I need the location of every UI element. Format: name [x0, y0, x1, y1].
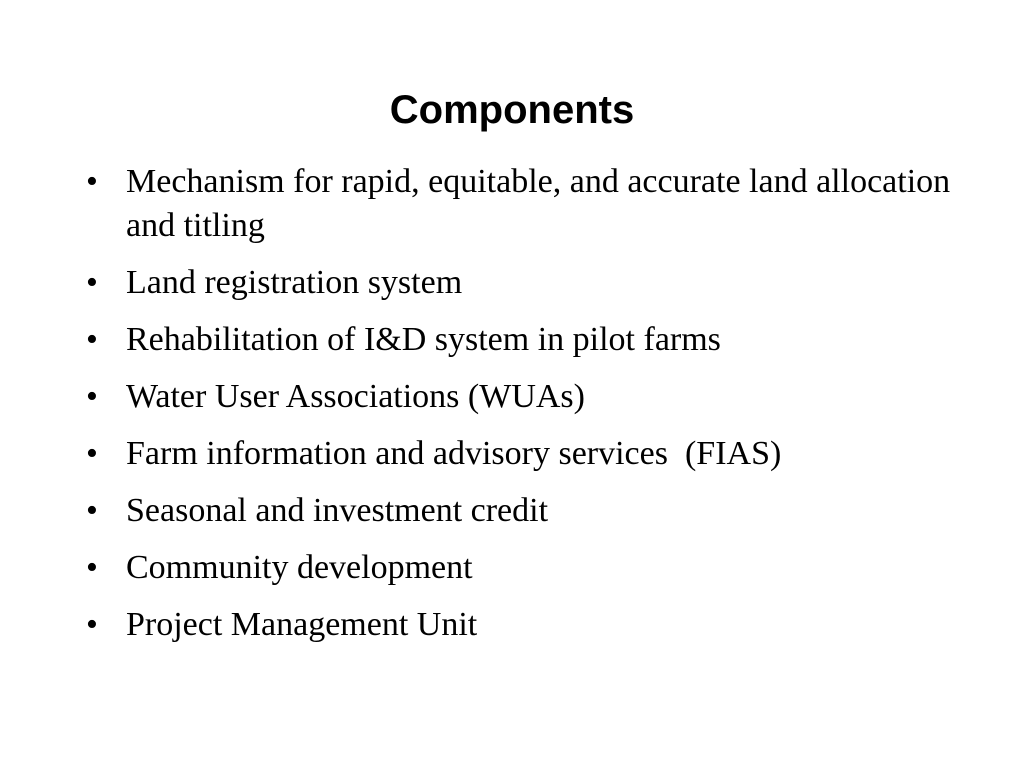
list-item-text: Community development — [126, 549, 473, 586]
bullet-icon: • — [86, 163, 98, 200]
bullet-icon: • — [86, 549, 98, 586]
bullet-icon: • — [86, 606, 98, 643]
list-item-text: Mechanism for rapid, equitable, and accurate land allocation and titling — [126, 163, 951, 244]
list-item — [82, 375, 962, 419]
list-item — [82, 489, 962, 533]
list-item-text: Water User Associations (WUAs) — [126, 378, 585, 415]
list-item — [82, 432, 962, 476]
list-item-text: Land registration system — [126, 264, 463, 301]
bullet-list — [82, 160, 962, 660]
list-item-text: Project Management Unit — [126, 606, 478, 643]
list-item — [82, 603, 962, 647]
list-item-text: Farm information and advisory services (FIAS) — [126, 435, 782, 472]
bullet-icon: • — [86, 435, 98, 472]
list-item — [82, 160, 962, 248]
list-item — [82, 546, 962, 590]
bullet-icon: • — [86, 264, 98, 301]
bullet-icon: • — [86, 492, 98, 529]
list-item-text: Rehabilitation of I&D system in pilot farms — [126, 321, 721, 358]
bullet-icon: • — [86, 321, 98, 358]
slide-title: Components — [389, 88, 635, 132]
list-item — [82, 318, 962, 362]
list-item-text: Seasonal and investment credit — [126, 492, 549, 529]
list-item — [82, 261, 962, 305]
bullet-icon: • — [86, 378, 98, 415]
